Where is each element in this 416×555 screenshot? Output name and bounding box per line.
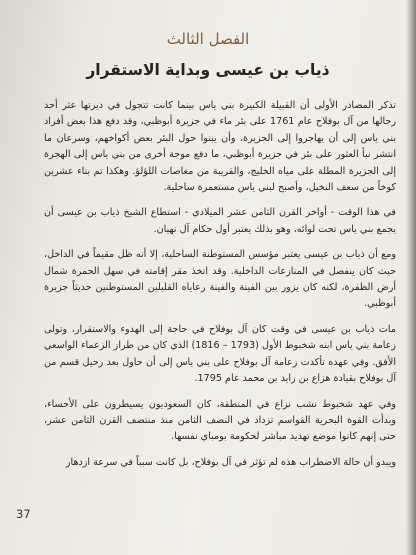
paragraph-1: تذكر المصادر الأولى أن القبيلة الكبيرة بني ياس بينما كانت تتجول في ديرتها عثر أحد رجالها من آل بوفلاح عام 1761 على بئر ماء في جزيرة أبوظبي، وقد دفع هذا بعض أفراد بني ياس إلى أن يهاجروا إلى الجزيرة، وأن يبنوا حول البئر بعض أكواخهم، وسرعان ما انتشر نبأ العثور على بئر في جزيرة أبوظبي، ما دفع موجة أخرى من بني ياس إلى الهجرة إلى الجزيرة المطلة على مياه الخليج، والقريبة من مغاصات اللؤلؤ. وهكذا تم بناء عشرين كوخاً من سعف النخيل، وأصبح لبني ياس مستعمرة ساحلية. xyxy=(44,100,396,194)
page-spine-shadow xyxy=(406,0,416,555)
page-number: 37 xyxy=(16,507,31,521)
paragraph-6: ويبدو أن حالة الاضطراب هذه لم تؤثر في آل بوفلاح، بل كانت سبباً في سرعة ازدهار xyxy=(65,456,396,468)
paragraph-3: ومع أن ذياب بن عيسى يعتبر مؤسس المستوطنة الساحلية، إلا أنه ظل مقيماً في الداخل، حيث كان ينفصل في المنازعات الداخلية. وقد اتخذ مقر إقامته في سهل الحمرة شمال أرض الظفرة، لكنه كان يزور بين الفينة والفينة رعاياه القليلين المستوطنين حديثاً جزيرة أبوظبي. xyxy=(44,249,396,310)
chapter-title: ذياب بن عيسى وبداية الاستقرار xyxy=(86,61,330,79)
chapter-label: الفصل الثالث xyxy=(166,30,250,48)
paragraph-4: مات ذياب بن عيسى في وقت كان آل بوفلاح في حاجة إلى الهدوء والاستقرار، وتولى زعامة بني ياس ابنه شخبوط الأول (1793 – 1816) الذي كان من طراز الزعماء الواسعي الأفق. وفي عهده تأكدت زعامة آل بوفلاح على بني ياس إلى أن حاول بعد رحيل قسم من آل بوفلاح بقيادة هزاع بن زايد بن محمد عام 1795. xyxy=(44,323,397,385)
paragraph-5: وفي عهد شخبوط نشب نزاع في المنطقة، كان السعوديون يسيطرون على الأحساء، وبدأت القوة البحرية القواسم تزداد في النصف الثامن منذ منتصف القرن الثامن عشر، حتى إنهم كانوا موضع تهديد مباشر لحكومة بومباي نفسها. xyxy=(44,398,396,443)
body-text xyxy=(44,98,396,480)
paragraph-2: في هذا الوقت - أواخر القرن الثامن عشر الميلادي - استطاع الشيخ ذياب بن عيسى أن يجمع بني ياس تحت لوائه، وهو بذلك يعتبر أول حكام آل نهيان. xyxy=(44,207,396,235)
